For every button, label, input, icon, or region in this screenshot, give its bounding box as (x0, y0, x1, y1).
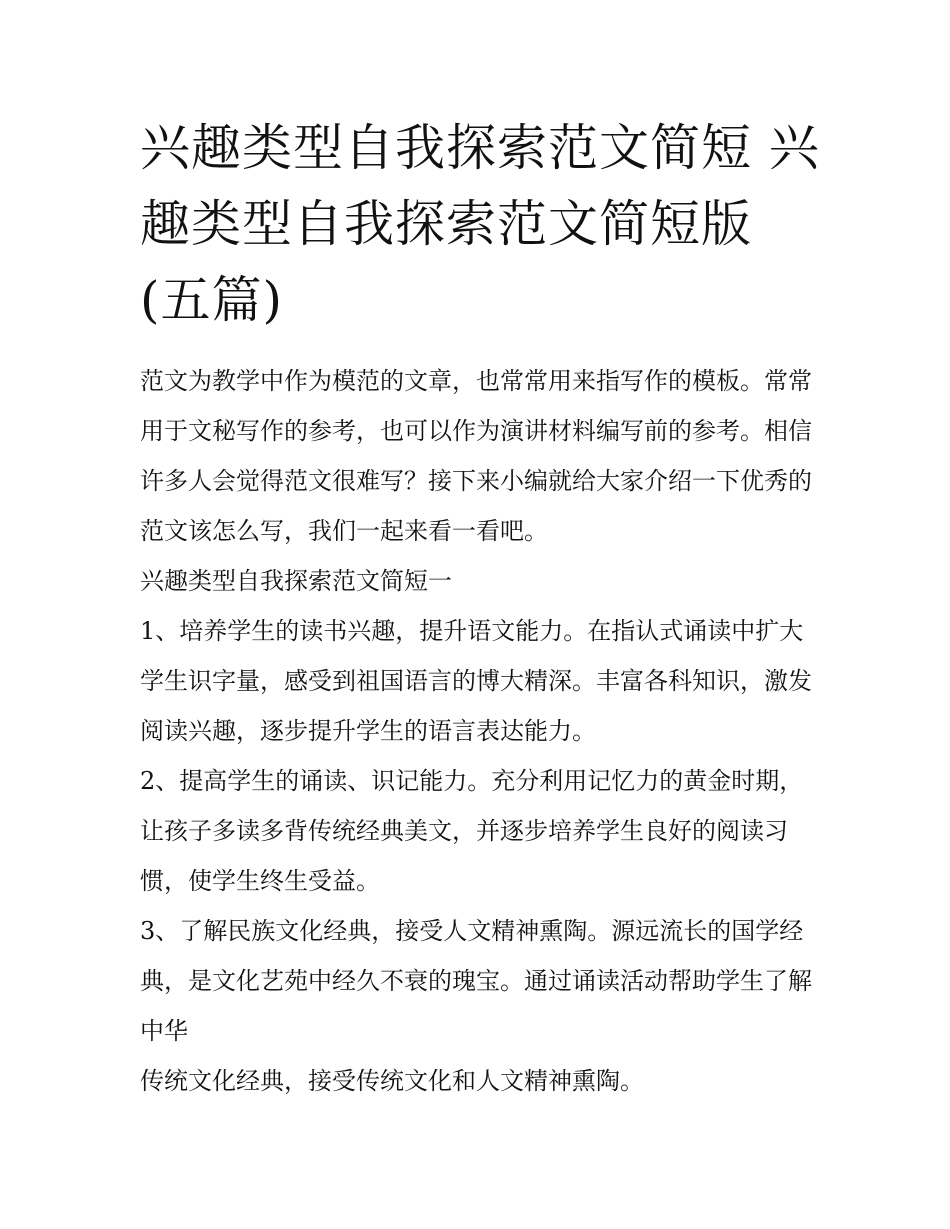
document-title: 兴趣类型自我探索范文简短 兴趣类型自我探索范文简短版(五篇) (140, 119, 820, 329)
section-heading: 兴趣类型自我探索范文简短一 (140, 567, 452, 595)
list-item: 3、了解民族文化经典，接受人文精神熏陶。源远流长的国学经典，是文化艺苑中经久不衰的瑰宝。通过诵读活动帮助学生了解中华 (140, 917, 812, 1045)
intro-paragraph: 范文为教学中作为模范的文章，也常常用来指写作的模板。常常用于文秘写作的参考，也可以作为演讲材料编写前的参考。相信许多人会觉得范文很难写？接下来小编就给大家介绍一下优秀的范文该怎么写，我们一起来看一看吧。 (140, 367, 812, 545)
list-item: 2、提高学生的诵读、识记能力。充分利用记忆力的黄金时期，让孩子多读多背传统经典美文，并逐步培养学生良好的阅读习惯，使学生终生受益。 (140, 767, 804, 895)
continuation-paragraph: 传统文化经典，接受传统文化和人文精神熏陶。 (140, 1067, 644, 1095)
list-item: 1、培养学生的读书兴趣，提升语文能力。在指认式诵读中扩大学生识字量，感受到祖国语言的博大精深。丰富各科知识，激发阅读兴趣，逐步提升学生的语言表达能力。 (140, 617, 812, 745)
